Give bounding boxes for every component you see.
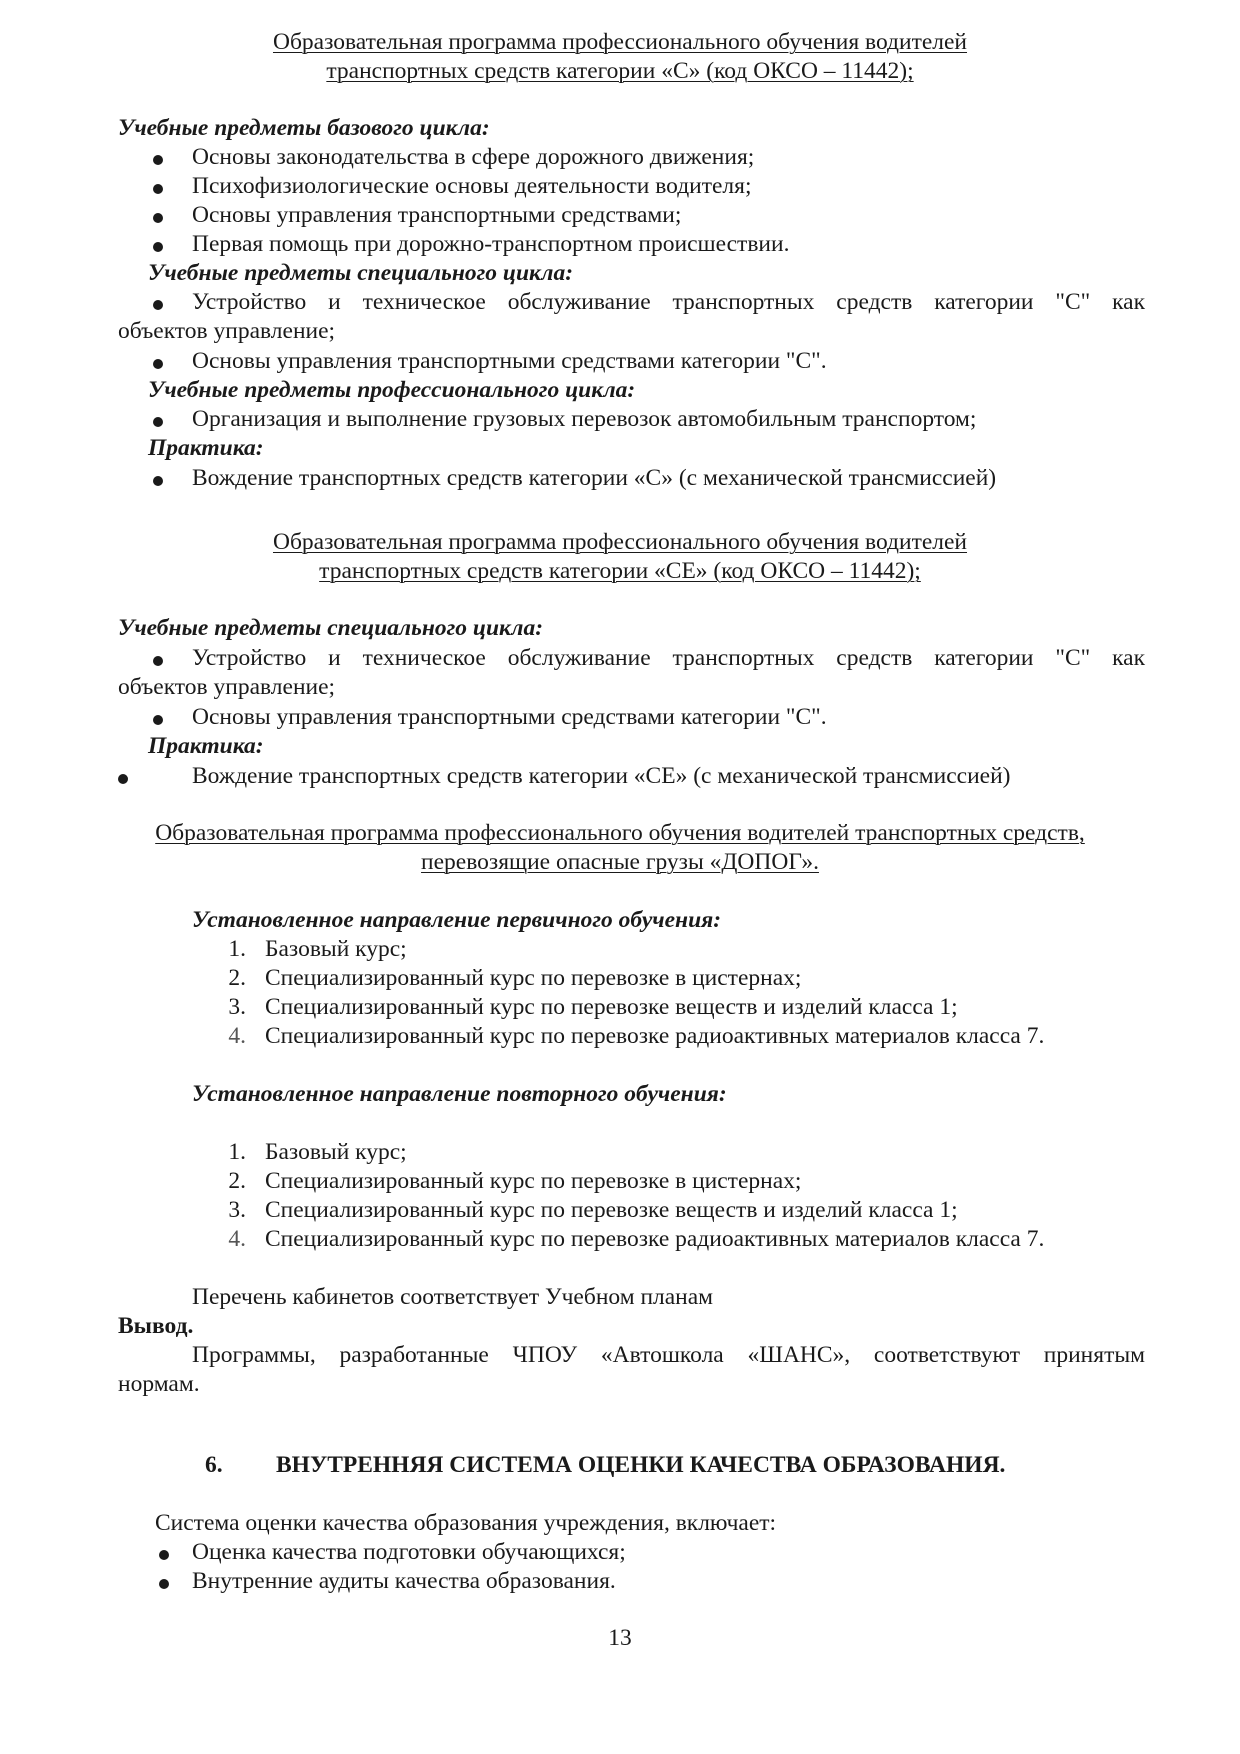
list-item: Специализированный курс по перевозке веществ и изделий класса 1; [265, 1197, 958, 1223]
section6-number: 6. [205, 1452, 223, 1478]
list-number: 3. [228, 1197, 246, 1223]
cabinets-text: Перечень кабинетов соответствует Учебном планам [192, 1284, 714, 1310]
list-number: 2. [228, 965, 246, 991]
list-item: Вождение транспортных средств категории «С» (с механической трансмиссией) [192, 465, 997, 491]
list-number: 4. [228, 1226, 246, 1252]
bullet-icon [153, 213, 163, 223]
list-number: 1. [228, 936, 246, 962]
list-item: Специализированный курс по перевозке веществ и изделий класса 1; [265, 994, 958, 1020]
list-item: Организация и выполнение грузовых перевозок автомобильным транспортом; [192, 406, 977, 432]
section1-special-heading: Учебные предметы специального цикла: [148, 260, 574, 286]
bullet-icon [153, 715, 163, 725]
bullet-icon [153, 242, 163, 252]
list-item-continuation: объектов управление; [118, 318, 336, 344]
bullet-icon [153, 476, 163, 486]
section3-title-line1: Образовательная программа профессионального обучения водителей транспортных средств, [155, 820, 1085, 846]
section2-title-line2: транспортных средств категории «СЕ» (код ОКСО – 11442); [319, 558, 921, 584]
section1-title-line1: Образовательная программа профессионального обучения водителей [272, 29, 968, 55]
list-item: Базовый курс; [265, 936, 407, 962]
list-item: Основы управления транспортными средствами категории "С". [192, 348, 827, 374]
list-item: Базовый курс; [265, 1139, 407, 1165]
list-item: Специализированный курс по перевозке радиоактивных материалов класса 7. [265, 1226, 1045, 1252]
list-item: Специализированный курс по перевозке в цистернах; [265, 1168, 802, 1194]
bullet-icon [159, 1579, 169, 1589]
list-number: 4. [228, 1023, 246, 1049]
bullet-icon [153, 184, 163, 194]
page-number: 13 [608, 1625, 632, 1651]
section1-practice-heading: Практика: [148, 435, 264, 461]
list-item: Вождение транспортных средств категории «СЕ» (с механической трансмиссией) [192, 763, 1011, 789]
bullet-icon [159, 1550, 169, 1560]
section2-special-heading: Учебные предметы специального цикла: [118, 615, 544, 641]
section6-intro: Система оценки качества образования учреждения, включает: [155, 1510, 777, 1536]
section6-title: ВНУТРЕННЯЯ СИСТЕМА ОЦЕНКИ КАЧЕСТВА ОБРАЗОВАНИЯ. [276, 1452, 1006, 1478]
section2-practice-heading: Практика: [148, 733, 264, 759]
list-item: Устройство и техническое обслуживание транспортных средств категории "С" как [192, 289, 1145, 315]
list-item: Основы управления транспортными средствами категории "С". [192, 704, 827, 730]
list-item: Основы управления транспортными средствами; [192, 202, 682, 228]
conclusion-text-line2: нормам. [118, 1371, 200, 1397]
bullet-icon [153, 656, 163, 666]
section1-prof-heading: Учебные предметы профессионального цикла: [148, 377, 636, 403]
list-item: Оценка качества подготовки обучающихся; [192, 1539, 626, 1565]
bullet-icon [153, 417, 163, 427]
list-item: Основы законодательства в сфере дорожного движения; [192, 144, 755, 170]
list-item: Психофизиологические основы деятельности водителя; [192, 173, 752, 199]
bullet-icon [118, 774, 128, 784]
bullet-icon [153, 300, 163, 310]
bullet-icon [153, 359, 163, 369]
section3-repeat-heading: Установленное направление повторного обучения: [192, 1081, 727, 1107]
list-item: Специализированный курс по перевозке радиоактивных материалов класса 7. [265, 1023, 1045, 1049]
section2-title-line1: Образовательная программа профессионального обучения водителей [272, 529, 968, 555]
list-item: Первая помощь при дорожно-транспортном происшествии. [192, 231, 790, 257]
list-number: 2. [228, 1168, 246, 1194]
list-item: Специализированный курс по перевозке в цистернах; [265, 965, 802, 991]
bullet-icon [153, 155, 163, 165]
section3-primary-heading: Установленное направление первичного обучения: [192, 907, 722, 933]
list-number: 1. [228, 1139, 246, 1165]
section1-base-heading: Учебные предметы базового цикла: [118, 115, 490, 141]
section3-title-line2: перевозящие опасные грузы «ДОПОГ». [421, 849, 819, 875]
conclusion-heading: Вывод. [118, 1313, 194, 1339]
list-item-continuation: объектов управление; [118, 674, 336, 700]
list-number: 3. [228, 994, 246, 1020]
conclusion-text-line1: Программы, разработанные ЧПОУ «Автошкола «ШАНС», соответствуют принятым [192, 1342, 1145, 1368]
list-item: Внутренние аудиты качества образования. [192, 1568, 616, 1594]
section1-title-line2: транспортных средств категории «С» (код ОКСО – 11442); [326, 58, 914, 84]
list-item: Устройство и техническое обслуживание транспортных средств категории "С" как [192, 645, 1145, 671]
